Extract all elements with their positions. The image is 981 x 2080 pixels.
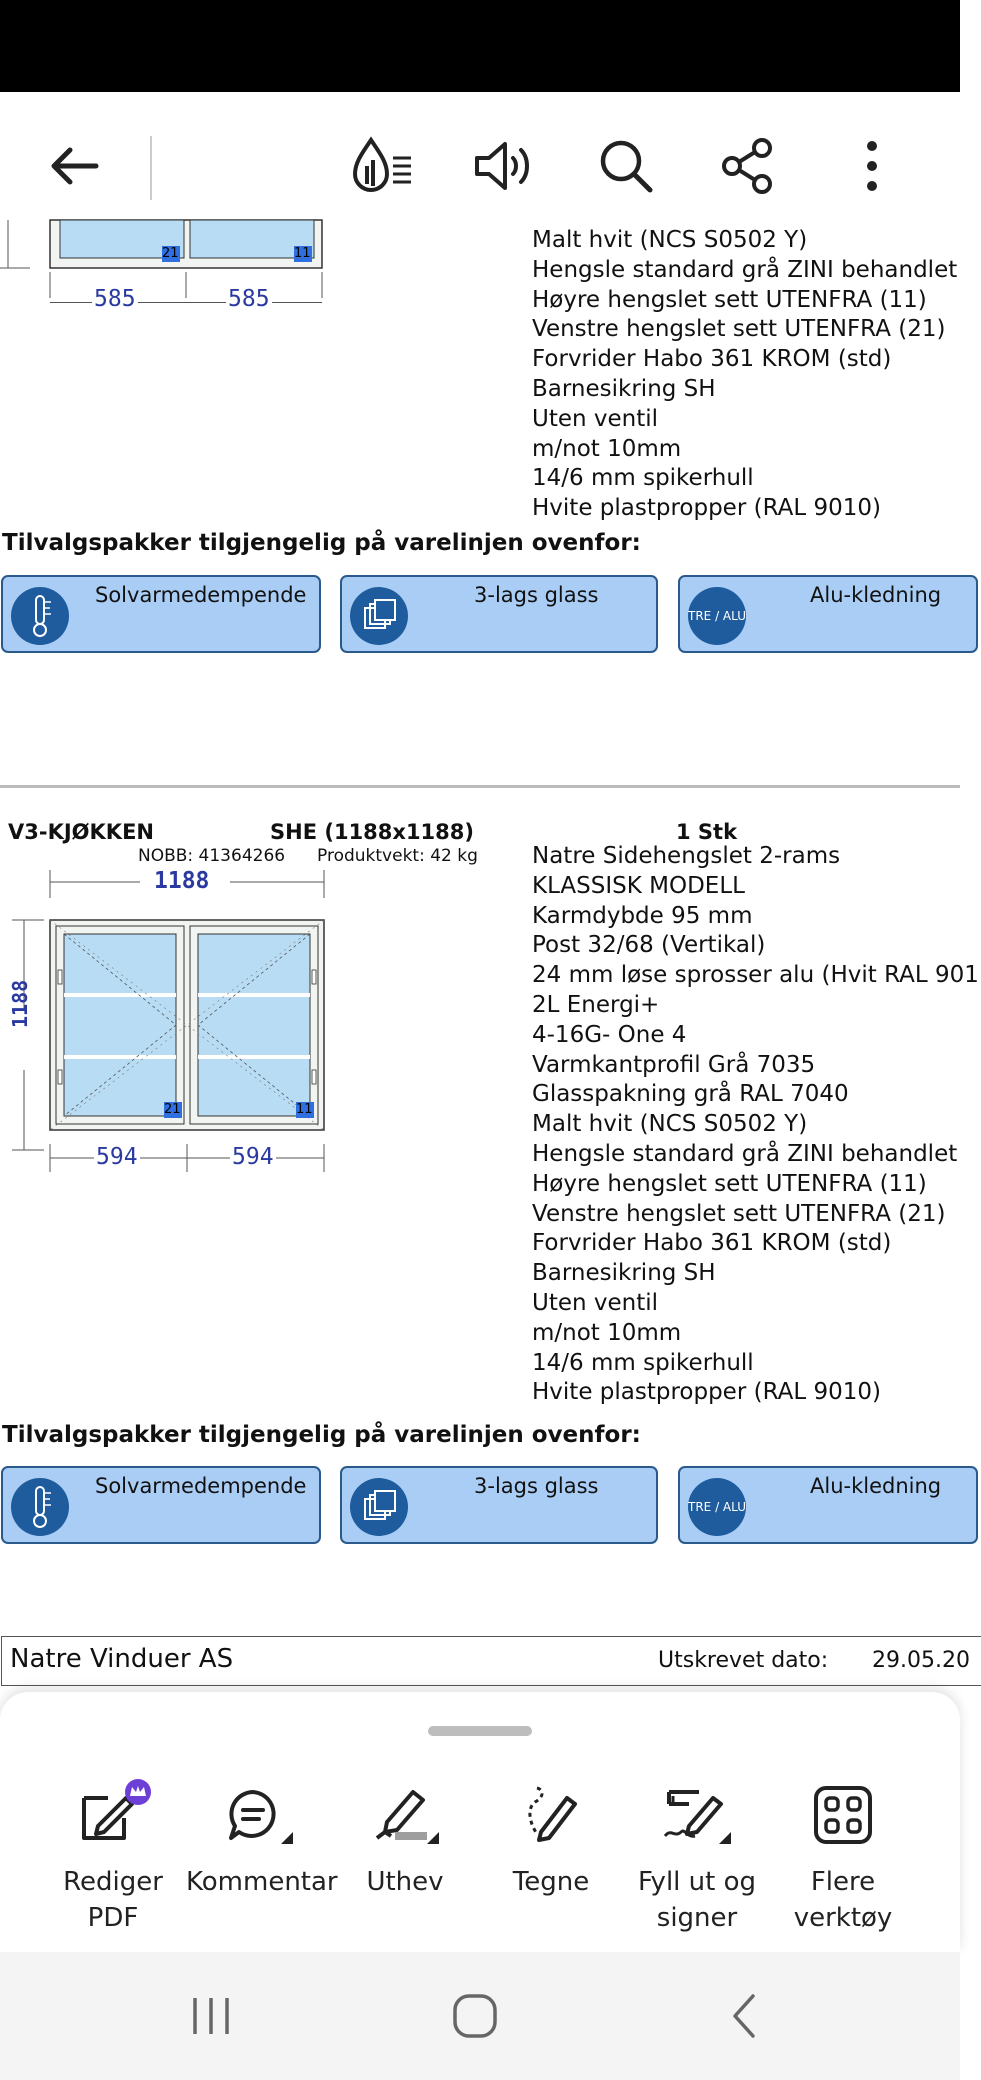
spec-line: Barnesikring SH [532,1260,716,1287]
system-nav-bar [0,1952,960,2080]
home-icon [451,1992,499,2040]
recent-apps-icon [189,1994,233,2038]
spec-line: Forvrider Habo 361 KROM (std) [532,1230,892,1257]
spec-line: Venstre hengslet sett UTENFRA (21) [532,316,946,343]
fill-sign-icon [655,1782,739,1848]
tool-comment[interactable] [186,1782,338,1900]
thermometer-icon [11,1478,69,1536]
spec-line: Høyre hengslet sett UTENFRA (11) [532,286,927,313]
spec-line: Glasspakning grå RAL 7040 [532,1081,849,1108]
comment-icon [219,1782,299,1848]
arrow-left-icon [46,146,102,186]
package-label: 3-lags glass [474,1474,599,1498]
dimension-width-total: 1188 [154,868,210,894]
liquid-mode-icon [349,136,415,196]
package-label: Alu-kledning [810,583,942,607]
spec-line: Malt hvit (NCS S0502 Y) [532,227,808,253]
spec-line: Venstre hengslet sett UTENFRA (21) [532,1200,946,1227]
sash-mark: 21 [164,1102,181,1117]
toolbar-divider [150,136,152,200]
dimension-width-right: 585 [228,286,270,312]
dimension-width-left: 594 [96,1144,138,1170]
spec-line: Hengsle standard grå ZINI behandlet [532,1140,958,1167]
tool-edit-pdf[interactable] [40,1782,186,1936]
package-solvarmedempende[interactable] [1,575,321,653]
tool-label: Flere verktøy [793,1867,893,1933]
home-button[interactable] [440,1986,510,2046]
triple-glass-icon [350,1478,408,1536]
packages-title: Tilvalgspakker tilgjengelig på varelinjen ovenfor: [2,1422,641,1448]
footer-date-label: Utskrevet dato: [658,1648,829,1673]
spec-line: Forvrider Habo 361 KROM (std) [532,346,892,373]
recent-apps-button[interactable] [176,1986,246,2046]
item-type: SHE (1188x1188) [270,820,474,844]
search-button[interactable] [590,130,662,202]
tool-draw[interactable] [478,1782,624,1900]
spec-line: Høyre hengslet sett UTENFRA (11) [532,1170,927,1197]
tool-fill-sign[interactable] [624,1782,770,1936]
more-vert-icon [862,136,882,196]
drag-handle[interactable] [428,1726,532,1736]
chevron-left-icon [725,1992,765,2040]
tool-label: Rediger PDF [63,1867,163,1933]
item-quantity: 1 Stk [676,820,738,844]
triple-glass-icon [350,587,408,645]
thermometer-icon [11,587,69,645]
spec-line: Karmdybde 95 mm [532,902,753,929]
package-3-lags-glass[interactable] [340,575,658,653]
window-drawing-item1 [0,220,340,320]
system-back-button[interactable] [710,1986,780,2046]
tool-label: Kommentar [186,1867,338,1897]
back-button[interactable] [38,130,110,202]
package-label: Solvarmedempende [95,1474,307,1498]
spec-line: 24 mm løse sprosser alu (Hvit RAL 901 [532,962,979,989]
dimension-width-left: 585 [94,286,136,312]
footer-date-value: 29.05.20 [872,1648,970,1673]
spec-line: m/not 10mm [532,435,682,462]
draw-icon [511,1782,591,1848]
spec-line: Post 32/68 (Vertikal) [532,932,766,959]
dimension-height-total: 1188 [8,979,32,1028]
packages-title: Tilvalgspakker tilgjengelig på varelinjen ovenfor: [2,530,641,556]
read-aloud-button[interactable] [468,130,540,202]
package-label: Solvarmedempende [95,583,307,607]
spec-line: Uten ventil [532,405,659,432]
spec-line: Hvite plastpropper (RAL 9010) [532,495,881,522]
tool-label: Fyll ut og signer [637,1867,756,1933]
more-options-button[interactable] [836,130,908,202]
dimension-line-item2 [0,1140,340,1180]
item-separator [0,785,960,788]
dimension-width-right: 594 [232,1144,274,1170]
item-weight: Produktvekt: 42 kg [317,846,478,866]
spec-line: Natre Sidehengslet 2-rams [532,843,841,869]
liquid-mode-button[interactable] [346,130,418,202]
spec-line: Barnesikring SH [532,375,716,402]
package-3-lags-glass[interactable] [340,1466,658,1544]
sash-mark: 11 [294,246,311,261]
item-room: V3-KJØKKEN [8,820,154,844]
spec-line: 4-16G- One 4 [532,1021,687,1048]
spec-list-item1 [532,226,957,524]
dimension-line [50,302,322,303]
spec-line: Malt hvit (NCS S0502 Y) [532,1111,808,1138]
share-button[interactable] [712,130,784,202]
tre-alu-icon: TRE / ALU [688,1478,746,1536]
spec-line: 14/6 mm spikerhull [532,465,754,492]
package-alu-kledning[interactable] [678,575,978,653]
spec-line: 2L Energi+ [532,991,660,1018]
search-icon [596,136,656,196]
tool-highlight[interactable] [332,1782,478,1900]
spec-line: Hengsle standard grå ZINI behandlet [532,256,958,283]
tool-label: Tegne [512,1867,590,1897]
spec-line: Hvite plastpropper (RAL 9010) [532,1379,881,1406]
tre-alu-icon: TRE / ALU [688,587,746,645]
spec-line: Varmkantprofil Grå 7035 [532,1051,816,1078]
edit-pdf-icon [68,1782,158,1848]
sash-mark: 21 [162,246,179,261]
tool-more-tools[interactable] [770,1782,916,1936]
read-aloud-icon [471,136,537,196]
spec-line: KLASSISK MODELL [532,872,745,899]
status-bar [0,0,960,92]
item-nobb: NOBB: 41364266 [138,846,286,866]
package-label: Alu-kledning [810,1474,942,1498]
tool-label: Uthev [366,1867,444,1897]
package-label: 3-lags glass [474,583,599,607]
pdf-page[interactable] [0,227,979,1700]
share-icon [718,136,778,196]
spec-line: 14/6 mm spikerhull [532,1349,754,1376]
spec-list-item2 [532,842,979,1408]
spec-line: Uten ventil [532,1289,659,1316]
package-alu-kledning[interactable] [678,1466,978,1544]
sash-mark: 11 [296,1102,313,1117]
highlight-icon [365,1782,445,1848]
package-solvarmedempende[interactable] [1,1466,321,1544]
footer-company: Natre Vinduer AS [10,1644,234,1674]
more-tools-icon [808,1782,878,1848]
spec-line: m/not 10mm [532,1319,682,1346]
